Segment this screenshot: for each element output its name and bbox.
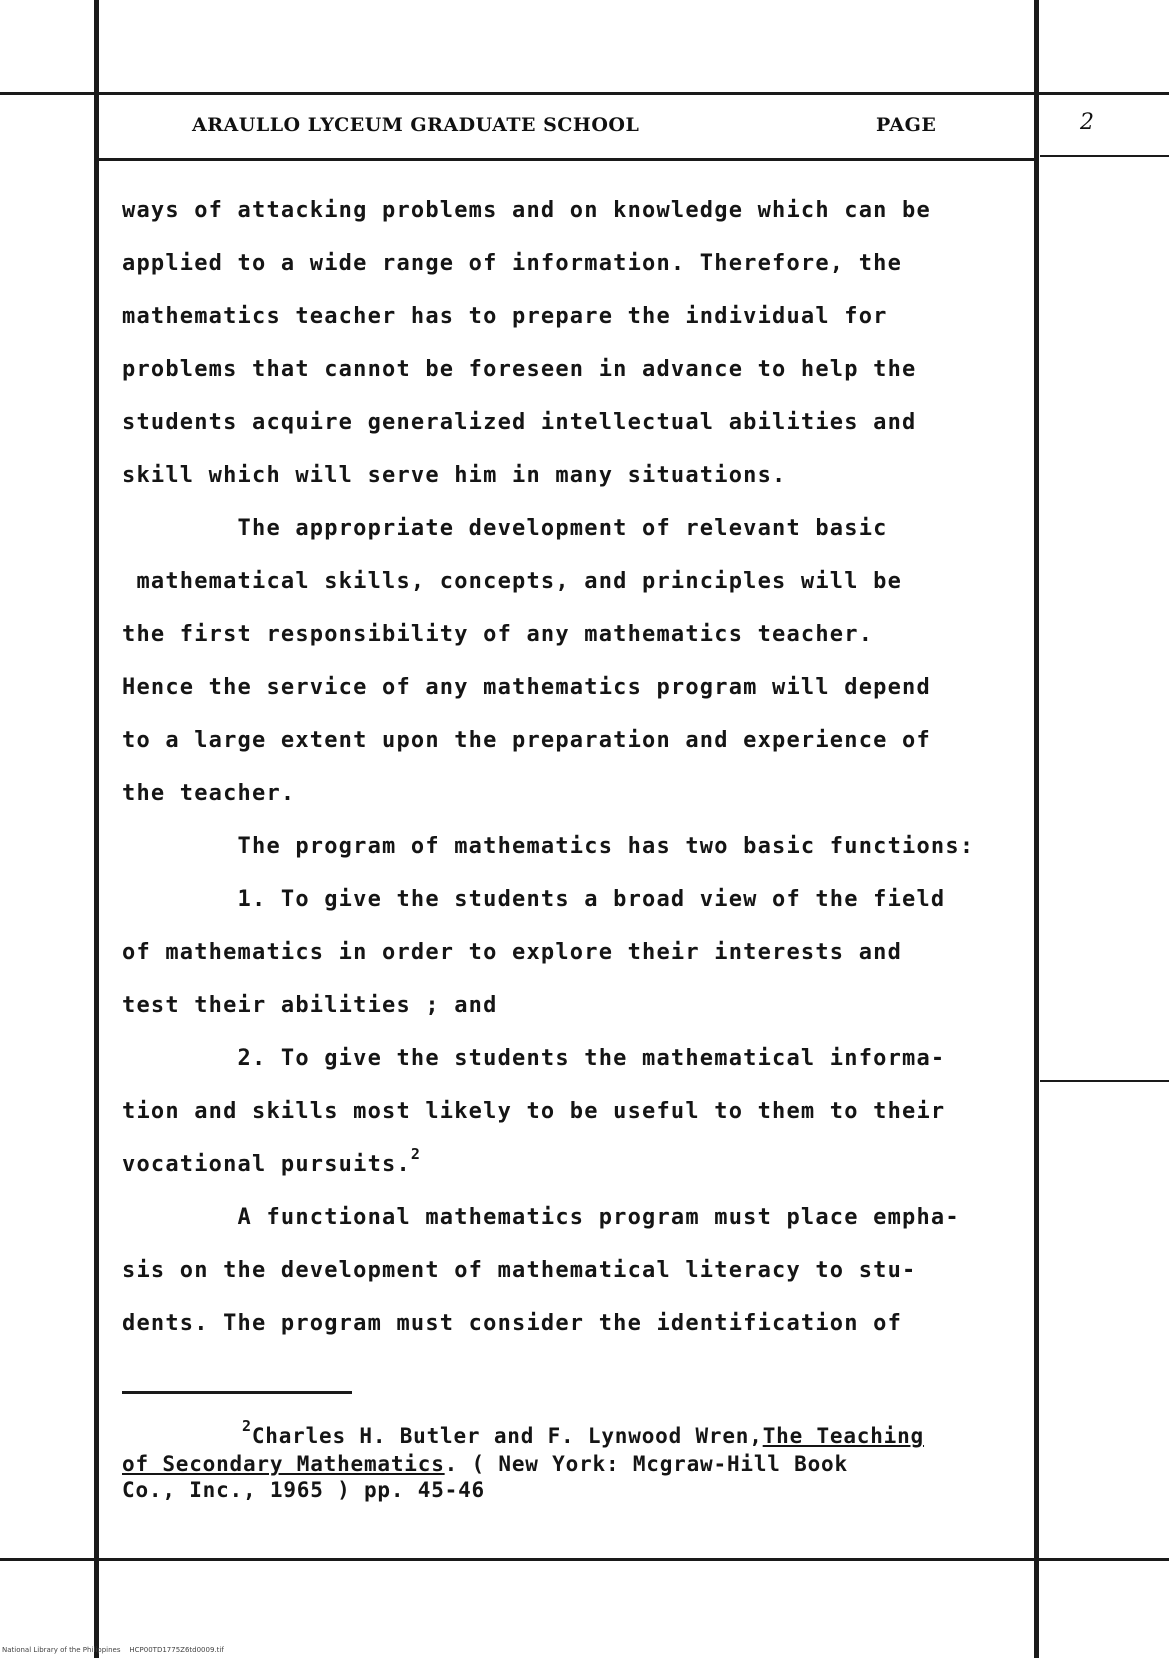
footnote-publisher: . ( New York: Mcgraw-Hill Book (444, 1452, 848, 1476)
archive-footer-note: National Library of the Philippines HCP00TD1775Z6td0009.tif (2, 1646, 224, 1654)
body-line-20: A functional mathematics program must place empha- (122, 1205, 960, 1230)
body-line-10: Hence the service of any mathematics program will depend (122, 675, 931, 700)
body-line-13: The program of mathematics has two basic functions: (122, 834, 975, 859)
left-margin-rule (94, 0, 99, 1658)
body-line-19-text: vocational pursuits. (122, 1152, 411, 1177)
footnote-authors: Charles H. Butler and F. Lynwood Wren, (251, 1424, 763, 1448)
footnote-line-3: Co., Inc., 1965 ) pp. 45-46 (122, 1478, 485, 1502)
page-label: PAGE (876, 114, 937, 136)
body-line-12: the teacher. (122, 781, 296, 806)
body-line-1: ways of attacking problems and on knowledge which can be (122, 198, 931, 223)
footnote-reference: 2 (410, 1145, 422, 1163)
body-line-18: tion and skills most likely to be useful to them to their (122, 1099, 946, 1124)
body-line-22: dents. The program must consider the identification of (122, 1311, 903, 1336)
body-line-11: to a large extent upon the preparation and experience of (122, 728, 931, 753)
body-line-14: 1. To give the students a broad view of the field (122, 887, 946, 912)
body-line-16: test their abilities ; and (122, 993, 498, 1018)
body-line-2: applied to a wide range of information. Therefore, the (122, 251, 903, 276)
body-line-6: skill which will serve him in many situations. (122, 463, 787, 488)
right-margin-rule (1034, 0, 1039, 1658)
school-name: ARAULLO LYCEUM GRADUATE SCHOOL (192, 114, 640, 136)
page-number: 2 (1080, 110, 1095, 135)
footnote-line-2 (122, 1452, 848, 1476)
body-line-4: problems that cannot be foreseen in advance to help the (122, 357, 917, 382)
body-line-8: mathematical skills, concepts, and principles will be (122, 569, 903, 594)
body-line-17: 2. To give the students the mathematical informa- (122, 1046, 946, 1071)
body-line-5: students acquire generalized intellectual abilities and (122, 410, 917, 435)
body-line-9: the first responsibility of any mathematics teacher. (122, 622, 874, 647)
header-top-rule (0, 92, 1169, 95)
footnote-separator (122, 1391, 352, 1394)
footnote-marker: 2 (242, 1417, 252, 1435)
header-bottom-rule-right (1040, 155, 1169, 157)
footnote-line-1 (242, 1417, 925, 1448)
mid-right-rule (1040, 1080, 1169, 1082)
header-bottom-rule (96, 158, 1038, 161)
footnote-title-2: of Secondary Mathematics (122, 1452, 445, 1476)
body-line-7: The appropriate development of relevant basic (122, 516, 888, 541)
body-line-15: of mathematics in order to explore their interests and (122, 940, 903, 965)
body-line-21: sis on the development of mathematical literacy to stu- (122, 1258, 917, 1283)
bottom-rule (0, 1558, 1169, 1561)
body-line-19 (122, 1145, 422, 1177)
footnote-title-1: The Teaching (762, 1424, 925, 1448)
body-line-3: mathematics teacher has to prepare the individual for (122, 304, 888, 329)
